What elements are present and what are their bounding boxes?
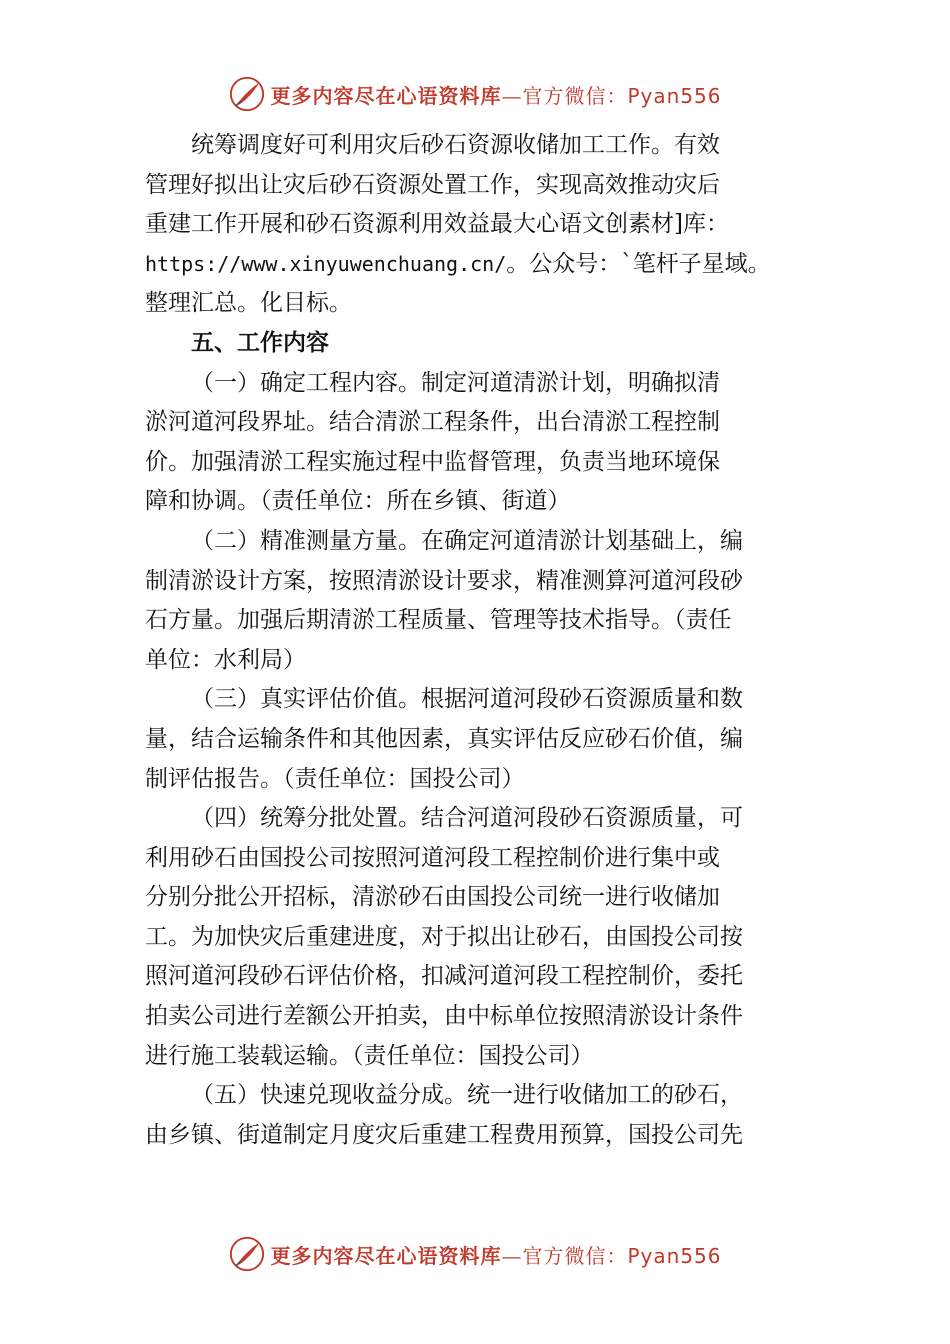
quill-logo-icon <box>228 75 266 113</box>
item-1 <box>145 364 813 522</box>
text-line: （三）真实评估价值。根据河道河段砂石资源质量和数 <box>191 686 743 713</box>
text-line: 障和协调。（责任单位：所在乡镇、街道） <box>145 488 571 515</box>
document-body <box>145 126 813 1155</box>
text-line: 拍卖公司进行差额公开拍卖，由中标单位按照清淤设计条件 <box>145 1003 743 1030</box>
watermark-site: 更多内容尽在心语资料库 <box>270 1243 502 1268</box>
text-line: 利用砂石由国投公司按照河道河段工程控制价进行集中或 <box>145 844 720 871</box>
watermark-dash: — <box>501 83 523 108</box>
text-line: 淤河道河段界址。结合清淤工程条件，出台清淤工程控制 <box>145 409 720 436</box>
item-5 <box>145 1076 813 1155</box>
text-line: （四）统筹分批处置。结合河道河段砂石资源质量，可 <box>191 805 743 832</box>
item-4 <box>145 799 813 1076</box>
text-after-url: 。公众号：`笔杆子星域。 <box>506 250 771 277</box>
quill-logo-icon <box>228 1235 266 1273</box>
item-3 <box>145 680 813 799</box>
watermark-wechat-label: 官方微信： <box>522 83 628 108</box>
text-line: 整理汇总。化目标。 <box>145 290 352 317</box>
watermark-dash: — <box>501 1243 523 1268</box>
text-line: 进行施工装载运输。（责任单位：国投公司） <box>145 1042 594 1069</box>
text-line: （一）确定工程内容。制定河道清淤计划，明确拟清 <box>191 369 720 396</box>
text-line: （二）精准测量方量。在确定河道清淤计划基础上，编 <box>191 527 743 554</box>
watermark-site: 更多内容尽在心语资料库 <box>270 83 502 108</box>
item-2 <box>145 522 813 680</box>
watermark-wechat-id: Pyan556 <box>627 1243 722 1268</box>
text-line: 石方量。加强后期清淤工程质量、管理等技术指导。（责任 <box>145 607 732 634</box>
section-heading: 五、工作内容 <box>191 329 329 356</box>
url-line <box>145 245 813 285</box>
watermark-text <box>270 1240 721 1269</box>
paragraph-intro <box>145 126 813 166</box>
watermark-text <box>270 80 721 109</box>
watermark-wechat-id: Pyan556 <box>627 83 722 108</box>
text-line: 管理好拟出让灾后砂石资源处置工作，实现高效推动灾后 <box>145 171 720 198</box>
watermark-banner-top <box>0 74 950 114</box>
paragraph-intro-cont <box>145 166 813 324</box>
text-line: 照河道河段砂石评估价格，扣减河道河段工程控制价，委托 <box>145 963 743 990</box>
source-url: https://www.xinyuwenchuang.cn/ <box>145 251 507 276</box>
text-line: 量，结合运输条件和其他因素，真实评估反应砂石价值，编 <box>145 725 743 752</box>
text-line: 价。加强清淤工程实施过程中监督管理，负责当地环境保 <box>145 448 720 475</box>
text-line: 由乡镇、街道制定月度灾后重建工程费用预算，国投公司先 <box>145 1121 743 1148</box>
watermark-banner-bottom <box>0 1234 950 1274</box>
text-line: 工。为加快灾后重建进度，对于拟出让砂石，由国投公司按 <box>145 923 743 950</box>
text-line: 重建工作开展和砂石资源利用效益最大心语文创素材]库： <box>145 211 729 238</box>
text-line: 单位：水利局） <box>145 646 306 673</box>
text-line: 制清淤设计方案，按照清淤设计要求，精准测算河道河段砂 <box>145 567 743 594</box>
text-line: 统筹调度好可利用灾后砂石资源收储加工工作。有效 <box>191 132 720 158</box>
text-line: 制评估报告。（责任单位：国投公司） <box>145 765 525 792</box>
text-line: （五）快速兑现收益分成。统一进行收储加工的砂石， <box>191 1082 743 1109</box>
text-line: 分别分批公开招标，清淤砂石由国投公司统一进行收储加 <box>145 884 720 911</box>
watermark-wechat-label: 官方微信： <box>522 1243 628 1268</box>
